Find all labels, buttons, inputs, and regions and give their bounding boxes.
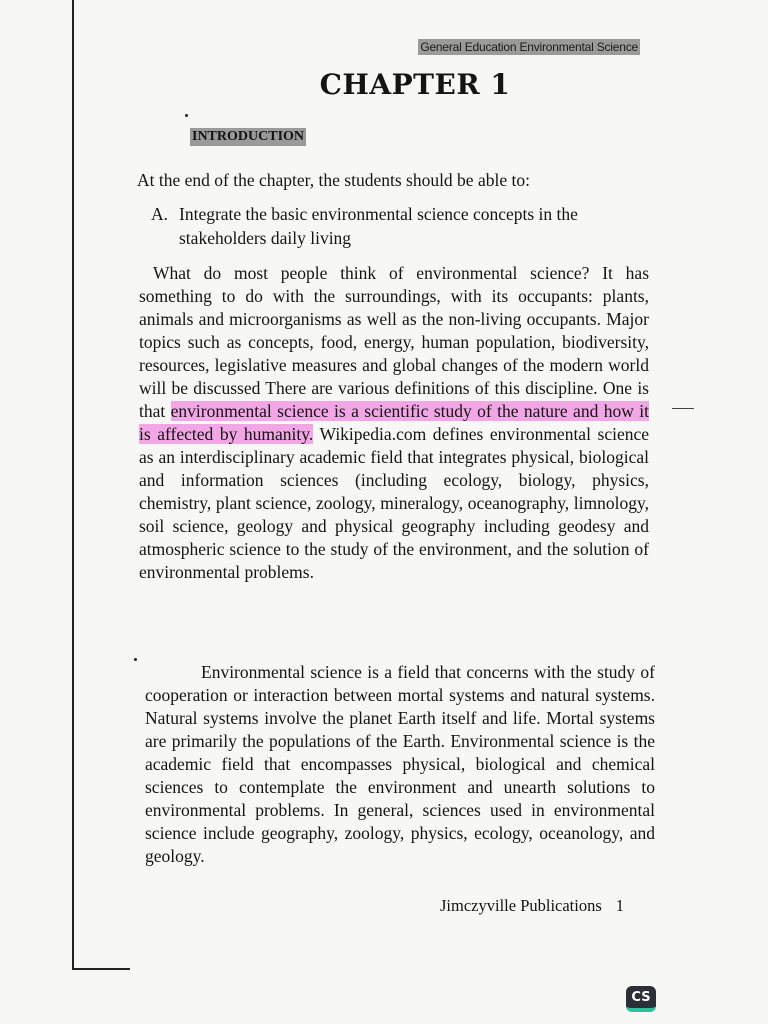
paragraph-text: Wikipedia.com defines environmental science as an interdisciplinary academic field that integrates physical, biological and information sciences (including ecology, biology, physics, chemistry, plant science, zoology, mineralogy, oceanography, limnology, soil science, geology and physical geography including geodesy and atmospheric science to the study of the environment, and the solution of environmental problems. [139,424,649,582]
publisher-name: Jimczyville Publications [440,896,602,915]
learning-outcomes-intro: At the end of the chapter, the students should be able to: [137,170,530,190]
highlighted-definition: environmental science is a scientific study of the nature and how it is affected by humanity. [139,401,649,444]
page-edge-left [72,0,74,970]
objective-text: Integrate the basic environmental science concepts in the stakeholders daily living [179,204,578,248]
scan-speck [134,658,137,661]
objective-letter: A. [151,204,169,224]
section-title: INTRODUCTION [192,129,305,144]
running-header: General Education Environmental Science [420,40,638,54]
paragraph-text: What do most people think of environmental science? It has something to do with the surroundings, with its occupants: plants, animals and microorganisms as well as the non-living occupants. Major topics such as concepts, food, energy, human population, biodiversity, resources, legislative measures and global changes of the modern world will be discussed There are various definitions of this discipline. One is that [139,263,649,421]
margin-mark [672,408,694,409]
page-number: 1 [615,896,625,915]
paragraph-definitions [139,262,649,584]
paragraph-field-description: Environmental science is a field that concerns with the study of cooperation or interaction between mortal systems and natural systems. Natural systems involve the planet Earth itself and life. Mortal systems are primarily the populations of the Earth. Environmental science is the academic field that encompasses physical, biological and chemical sciences to contemplate the environment and unearth solutions to environmental problems. In general, sciences used in environmental science include geography, zoology, physics, ecology, oceanology, and geology. [145,662,655,866]
scan-speck [185,114,188,117]
camscanner-logo: CS [626,986,656,1012]
page-edge-bottom [72,968,130,970]
page-footer [440,896,624,916]
objective-item [151,202,651,250]
chapter-title: CHAPTER 1 [319,68,511,101]
